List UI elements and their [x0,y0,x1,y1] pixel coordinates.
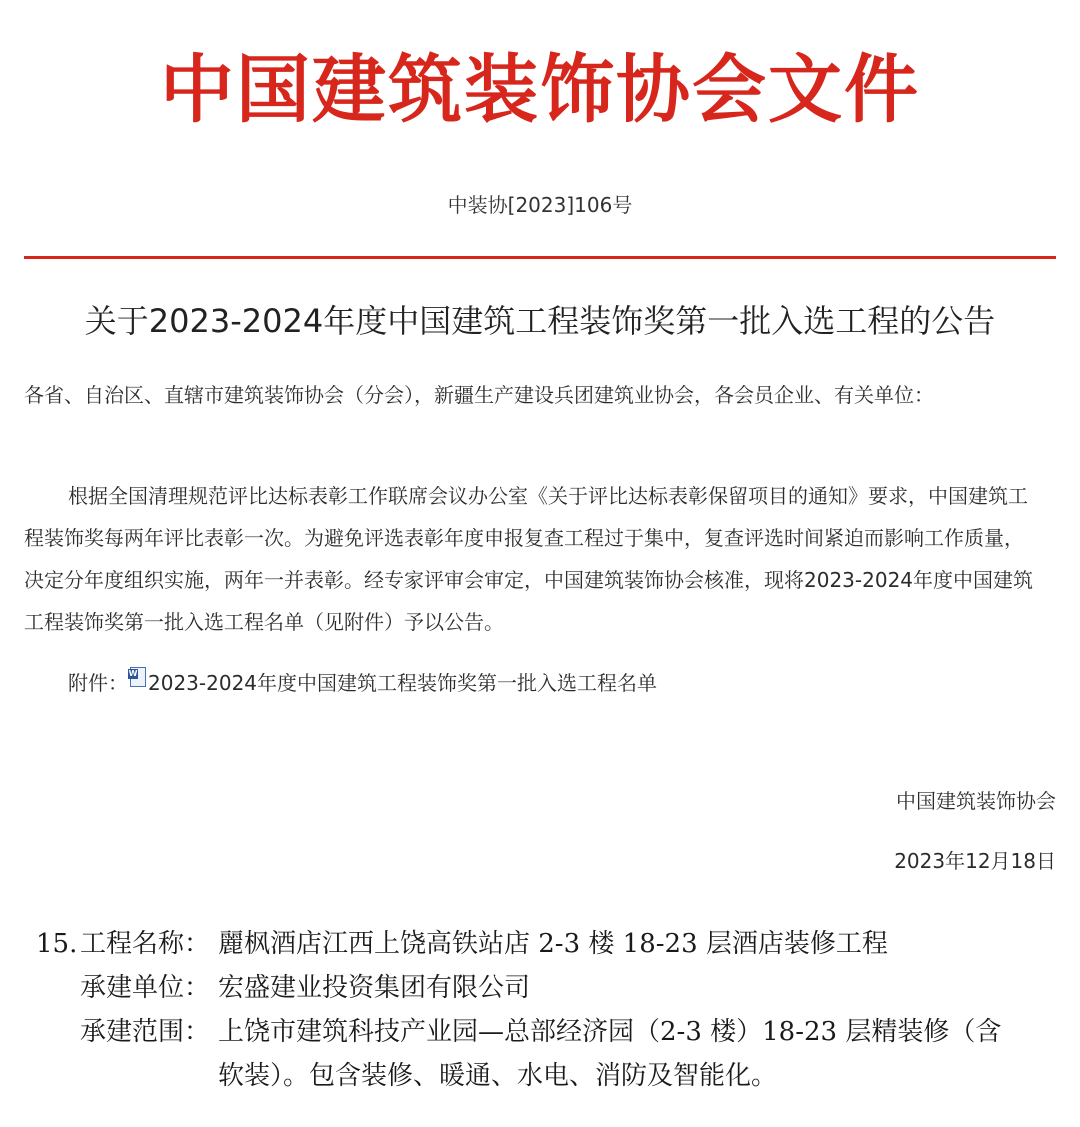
project-name-row [36,922,1056,966]
salutation: 各省、自治区、直辖市建筑装饰协会（分会），新疆生产建设兵团建筑业协会，各会员企业、有关单位： [24,383,934,407]
masthead-title: 中国建筑装饰协会文件 [160,47,920,133]
notice-title: 关于2023-2024年度中国建筑工程装饰奖第一批入选工程的公告 [84,302,996,340]
signature-organization: 中国建筑装饰协会 [896,789,1056,813]
contractor-label: 承建单位： [80,973,211,1003]
document-number: 中装协[2023]106号 [447,193,633,217]
project-entry [36,922,1056,1098]
project-name-value: 麗枫酒店江西上饶高铁站店 2-3 楼 18-23 层酒店装修工程 [218,929,888,959]
attachment-label: 附件： [68,671,128,695]
signature-date: 2023年12月18日 [894,849,1056,873]
contractor-value: 宏盛建业投资集团有限公司 [218,973,531,1003]
project-name-label: 工程名称： [80,929,211,959]
project-number: 15. [36,929,78,959]
attachment-line [68,662,1058,704]
scope-label: 承建范围： [80,1017,211,1047]
scope-row [36,1010,1056,1098]
contractor-row [36,966,1056,1010]
attachment-link[interactable]: 2023-2024年度中国建筑工程装饰奖第一批入选工程名单 [148,671,658,695]
red-divider [24,256,1056,259]
scope-value: 上饶市建筑科技产业园—总部经济园（2-3 楼）18-23 层精装修（含软装）。包含装修、暖通、水电、消防及智能化。 [218,1017,1002,1091]
body-paragraph: 根据全国清理规范评比达标表彰工作联席会议办公室《关于评比达标表彰保留项目的通知》要求，中国建筑工程装饰奖每两年评比表彰一次。为避免评选表彰年度申报复查工程过于集中，复查评选时间紧迫而影响工作质量，决定分年度组织实施，两年一并表彰。经专家评审会审定，中国建筑装饰协会核准，现将2023-2024年度中国建筑工程装饰奖第一批入选工程名单（见附件）予以公告。 [24,484,1034,634]
word-document-icon[interactable]: W [128,667,146,687]
